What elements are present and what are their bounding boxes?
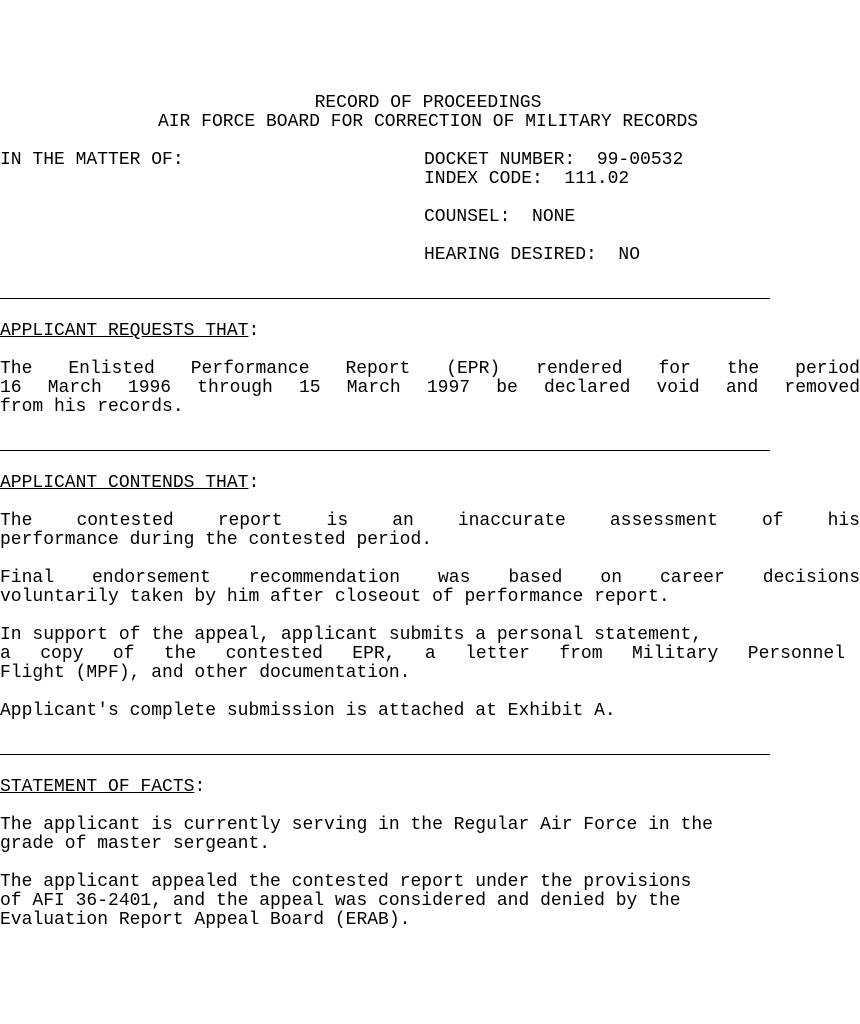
requests-line: from his records. (0, 397, 184, 417)
contends-line: performance during the contested period. (0, 530, 433, 550)
contends-line: The contested report is an inaccurate assessment of his (0, 511, 860, 531)
contends-line: Final endorsement recommendation was based on career decisions (0, 568, 860, 588)
facts-heading-text: STATEMENT OF FACTS (0, 777, 195, 797)
contends-line: In support of the appeal, applicant submits a personal statement, (0, 625, 703, 645)
requests-heading-colon: : (248, 321, 260, 341)
contends-heading (0, 474, 259, 493)
facts-heading-colon: : (194, 777, 206, 797)
requests-heading-text: APPLICANT REQUESTS THAT (0, 321, 249, 341)
section-divider (0, 754, 770, 755)
contends-line: Flight (MPF), and other documentation. (0, 663, 411, 683)
counsel: COUNSEL: NONE (424, 207, 576, 227)
matter-label: IN THE MATTER OF: (0, 150, 184, 170)
contends-line: a copy of the contested EPR, a letter from Military Personnel (0, 644, 845, 664)
contends-line: voluntarily taken by him after closeout of performance report. (0, 587, 670, 607)
contends-heading-colon: : (248, 473, 260, 493)
index-code: INDEX CODE: 111.02 (424, 169, 630, 189)
facts-heading (0, 778, 205, 797)
facts-line: grade of master sergeant. (0, 834, 271, 854)
facts-line: Evaluation Report Appeal Board (ERAB). (0, 910, 411, 930)
requests-heading (0, 322, 259, 341)
section-divider (0, 450, 770, 451)
hearing-desired: HEARING DESIRED: NO (424, 245, 641, 265)
requests-line: The Enlisted Performance Report (EPR) rendered for the period (0, 359, 860, 379)
document-title: RECORD OF PROCEEDINGS (314, 93, 542, 113)
contends-line: Applicant's complete submission is attached at Exhibit A. (0, 701, 616, 721)
facts-line: of AFI 36-2401, and the appeal was considered and denied by the (0, 891, 681, 911)
document-subtitle: AIR FORCE BOARD FOR CORRECTION OF MILITARY RECORDS (157, 112, 699, 132)
facts-line: The applicant is currently serving in the Regular Air Force in the (0, 815, 713, 835)
section-divider (0, 298, 770, 299)
requests-line: 16 March 1996 through 15 March 1997 be declared void and removed (0, 378, 860, 398)
facts-line: The applicant appealed the contested report under the provisions (0, 872, 692, 892)
docket-number: DOCKET NUMBER: 99-00532 (424, 150, 684, 170)
contends-heading-text: APPLICANT CONTENDS THAT (0, 473, 249, 493)
